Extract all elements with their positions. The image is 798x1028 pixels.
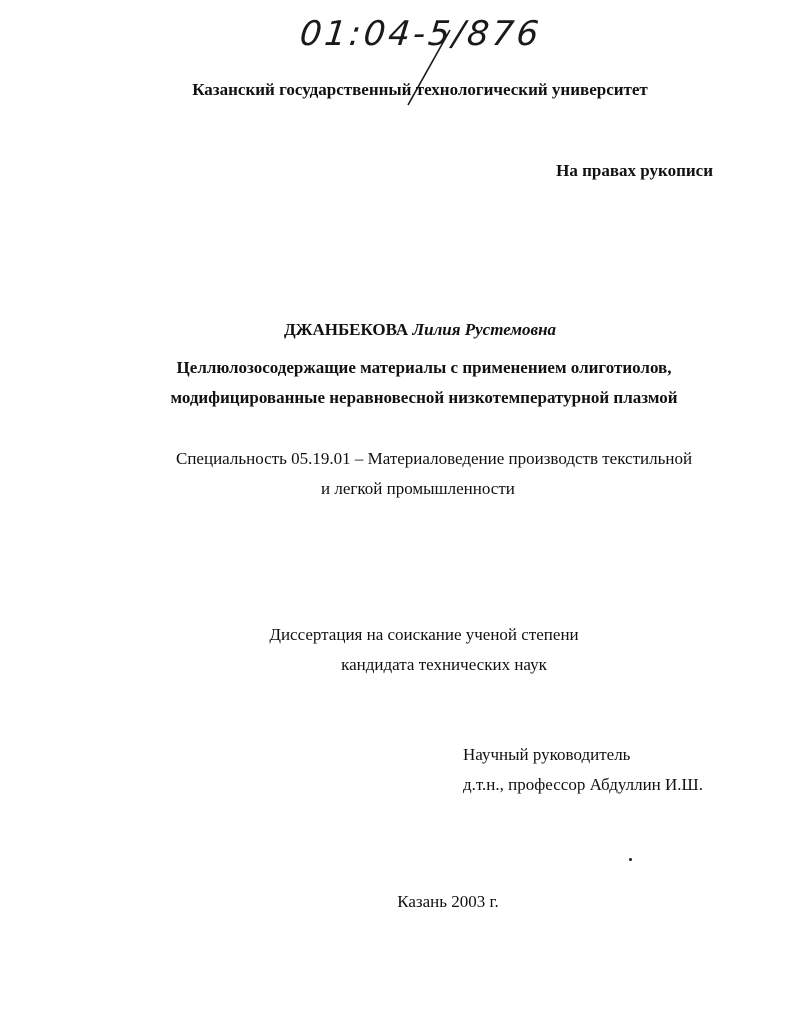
author-surname: ДЖАНБЕКОВА	[283, 320, 409, 339]
scan-speck	[629, 858, 632, 861]
specialty-line-1: Специальность 05.19.01 – Материаловедение производств текстильной	[176, 449, 693, 468]
author-name	[0, 320, 798, 340]
manuscript-note: На правах рукописи	[556, 161, 713, 180]
university-name: Казанский государственный технологический университет	[192, 80, 648, 99]
degree-line-2: кандидата технических наук	[341, 655, 547, 674]
supervisor-name: д.т.н., профессор Абдуллин И.Ш.	[463, 775, 703, 794]
degree-line-1: Диссертация на соискание ученой степени	[269, 625, 579, 644]
archive-mark: 01:04-5/876	[297, 14, 544, 54]
archive-mark-slash	[300, 10, 530, 120]
author-given-names: Лилия Рустемовна	[412, 320, 557, 339]
city-year: Казань 2003 г.	[397, 892, 499, 911]
dissertation-title-line-2: модифицированные неравновесной низкотемпературной плазмой	[170, 388, 678, 407]
supervisor-label: Научный руководитель	[463, 745, 631, 764]
specialty-line-2: и легкой промышленности	[321, 479, 515, 498]
dissertation-title-line-1: Целлюлозосодержащие материалы с применением олиготиолов,	[176, 358, 672, 377]
